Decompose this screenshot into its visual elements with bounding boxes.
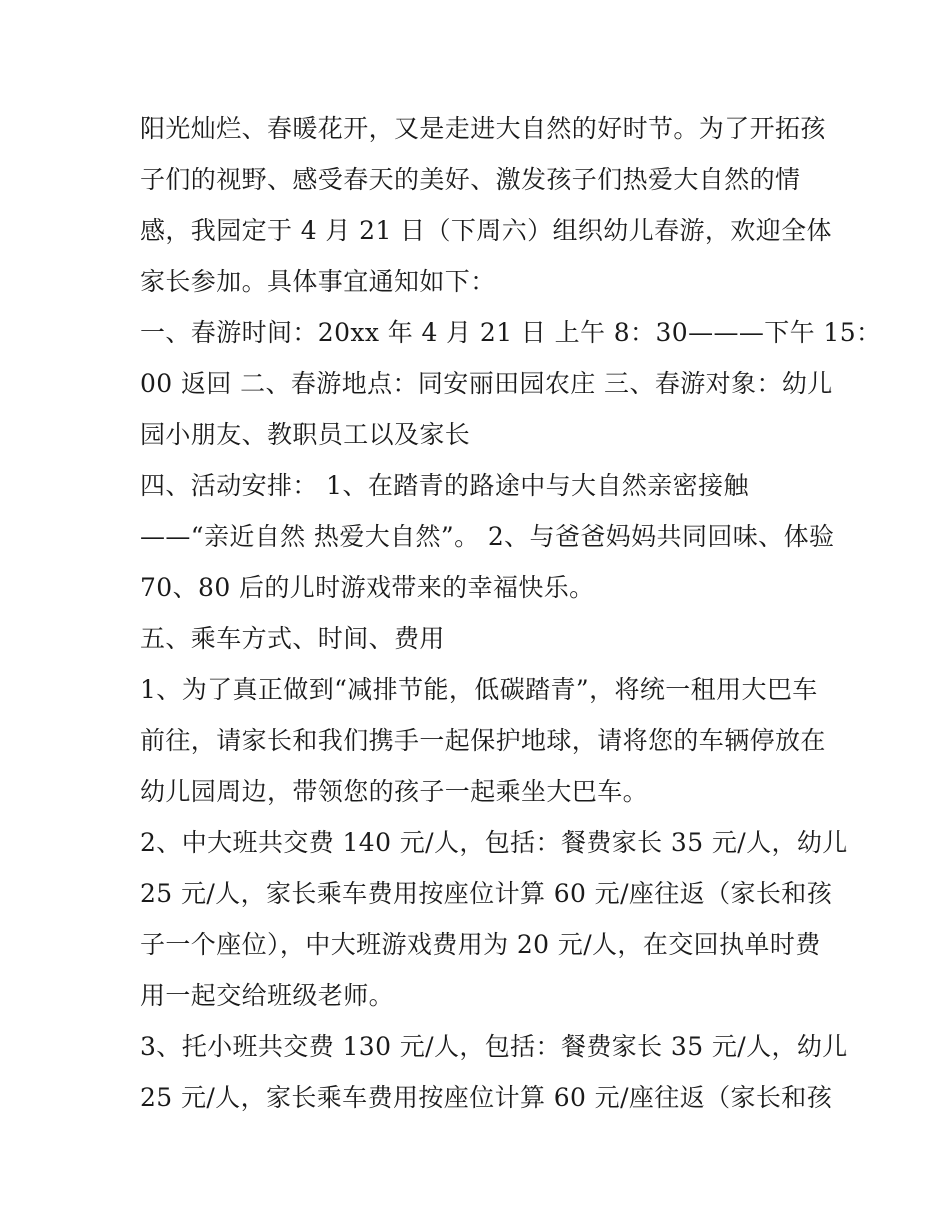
text-line: 子一个座位），中大班游戏费用为 20 元/人，在交回执单时费 [140, 930, 821, 959]
text-line: 25 元/人，家长乘车费用按座位计算 60 元/座往返（家长和孩 [140, 879, 833, 908]
text-line: 70、80 后的儿时游戏带来的幸福快乐。 [140, 573, 595, 602]
text-line: 一、春游时间：20xx 年 4 月 21 日 上午 8：30———下午 15： [140, 318, 882, 347]
text-line: 四、活动安排： 1、在踏青的路途中与大自然亲密接触 [140, 471, 749, 500]
text-line: 阳光灿烂、春暖花开，又是走进大自然的好时节。为了开拓孩 [140, 114, 826, 143]
text-line: 家长参加。具体事宜通知如下： [140, 267, 496, 296]
text-line: 感，我园定于 4 月 21 日（下周六）组织幼儿春游，欢迎全体 [140, 216, 832, 245]
text-line: 2、中大班共交费 140 元/人，包括：餐费家长 35 元/人，幼儿 [140, 828, 848, 857]
notice-body [140, 103, 882, 1123]
text-line: 五、乘车方式、时间、费用 [140, 624, 445, 653]
text-line: ——“亲近自然 热爱大自然”。 2、与爸爸妈妈共同回味、体验 [140, 522, 835, 551]
text-line: 3、托小班共交费 130 元/人，包括：餐费家长 35 元/人，幼儿 [140, 1032, 848, 1061]
text-line: 1、为了真正做到“减排节能，低碳踏青”，将统一租用大巴车 [140, 675, 818, 704]
text-line: 用一起交给班级老师。 [140, 981, 395, 1010]
text-line: 前往，请家长和我们携手一起保护地球，请将您的车辆停放在 [140, 726, 826, 755]
text-line: 00 返回 二、春游地点：同安丽田园农庄 三、春游对象：幼儿 [140, 369, 833, 398]
text-line: 子们的视野、感受春天的美好、激发孩子们热爱大自然的情 [140, 165, 801, 194]
text-line: 园小朋友、教职员工以及家长 [140, 420, 471, 449]
text-line: 幼儿园周边，带领您的孩子一起乘坐大巴车。 [140, 777, 649, 806]
text-line: 25 元/人，家长乘车费用按座位计算 60 元/座往返（家长和孩 [140, 1083, 833, 1112]
